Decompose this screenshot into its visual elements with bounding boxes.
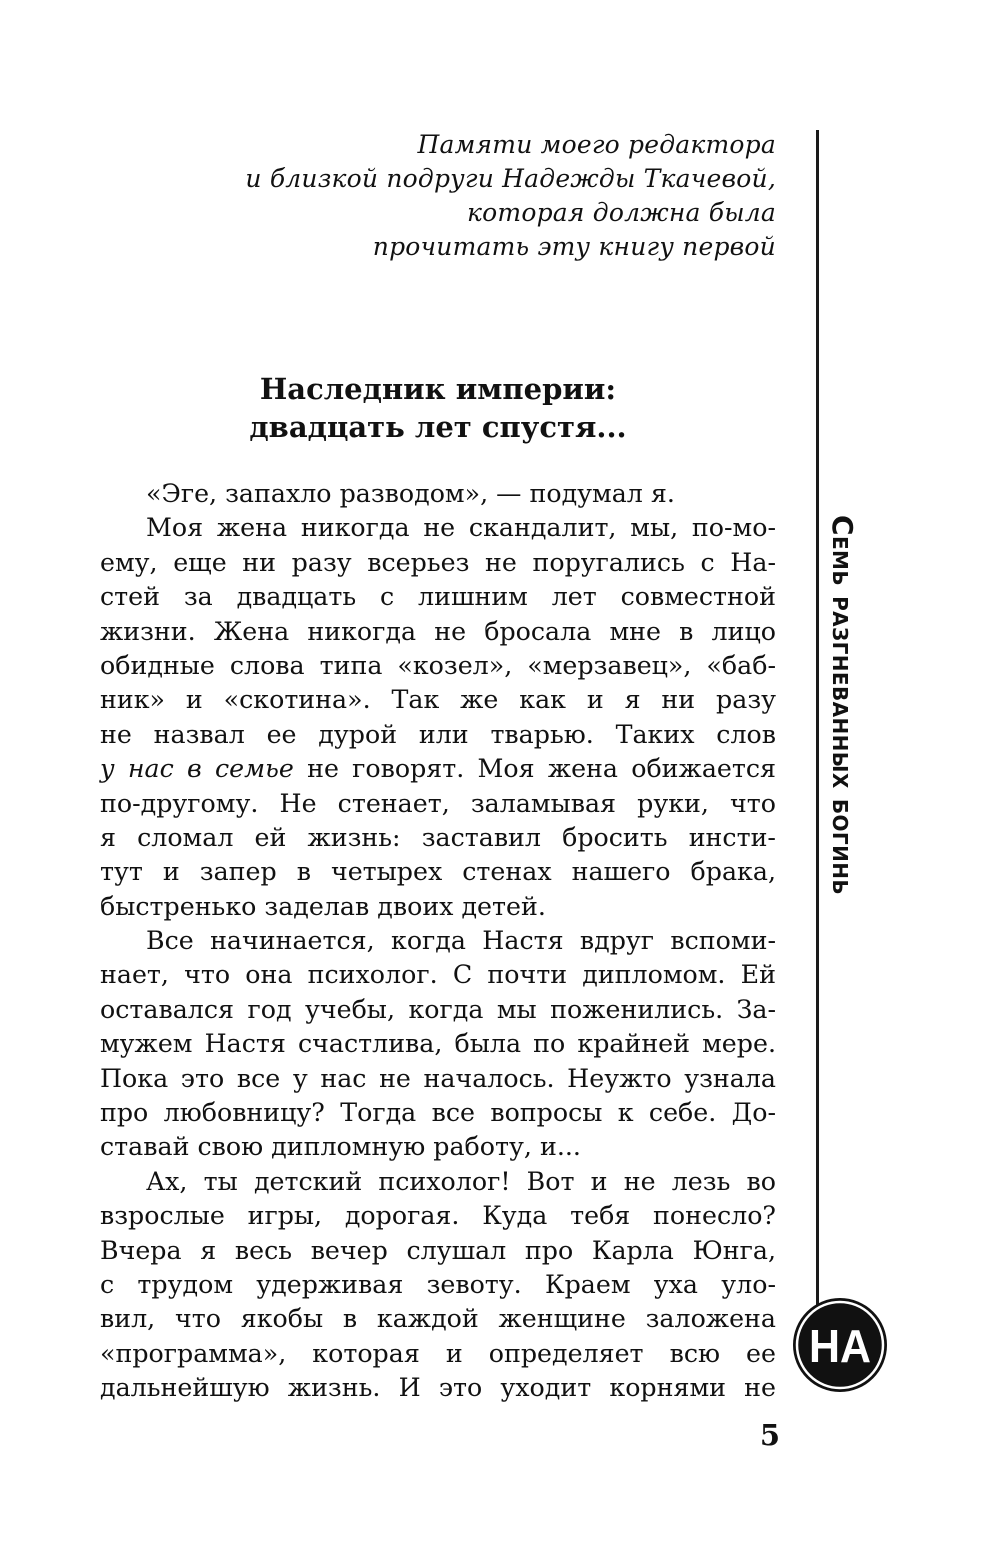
- body-line: ему, еще ни разу всерьез не поругались с На-: [100, 547, 776, 577]
- body-line: обидные слова типа «козел», «мерзавец», «баб-: [100, 650, 776, 680]
- body-line: тут и запер в четырех стенах нашего брака,: [100, 857, 776, 887]
- side-title: [818, 515, 862, 1065]
- side-title-text: Семь разгневанных богинь: [826, 515, 859, 895]
- body-line: вил, что якобы в каждой женщине заложена: [100, 1304, 776, 1334]
- body-line: Все начинается, когда Настя вдруг вспоми-: [146, 926, 776, 956]
- body-line: Ах, ты детский психолог! Вот и не лезь во: [146, 1166, 776, 1196]
- page-number: 5: [759, 1418, 780, 1452]
- body-line: «Эге, запахло разводом», — подумал я.: [146, 479, 675, 508]
- body-line: я сломал ей жизнь: заставил бросить инсти-: [100, 822, 776, 852]
- body-line: «программа», которая и определяет всю ее: [100, 1338, 776, 1368]
- body-line: нает, что она психолог. С почти дипломом. Ей: [100, 960, 776, 990]
- body-line: мужем Настя счастлива, была по крайней мере.: [100, 1029, 776, 1059]
- body-line: быстренько заделав двоих детей.: [100, 891, 546, 921]
- body-line: жизни. Жена никогда не бросала мне в лицо: [100, 616, 776, 646]
- chapter-title-line: Наследник империи:: [259, 372, 617, 406]
- body-line: оставался год учебы, когда мы поженились. За-: [100, 994, 776, 1024]
- body-line: Моя жена никогда не скандалит, мы, по-мо-: [146, 513, 776, 543]
- epigraph-line: которая должна была: [467, 198, 776, 227]
- body-line: с трудом удерживая зевоту. Краем уха уло-: [100, 1269, 776, 1299]
- body-line: не назвал ее дурой или тварью. Таких слов: [100, 719, 776, 749]
- body-text: [100, 477, 776, 1406]
- body-line: взрослые игры, дорогая. Куда тебя понесло?: [100, 1201, 776, 1231]
- italic-phrase: у нас в семье: [100, 754, 294, 784]
- body-line: ник» и «скотина». Так же как и я ни разу: [100, 685, 776, 715]
- chapter-title-line: двадцать лет спустя...: [249, 410, 627, 444]
- body-line: стей за двадцать с лишним лет совместной: [100, 582, 776, 612]
- epigraph: [76, 128, 776, 264]
- body-line: Пока это все у нас не началось. Неужто узнала: [100, 1063, 776, 1093]
- chapter-title: [100, 370, 776, 446]
- epigraph-line: и близкой подруги Надежды Ткачевой,: [245, 164, 776, 193]
- epigraph-line: прочитать эту книгу первой: [372, 232, 776, 261]
- body-line: ставай свою дипломную работу, и...: [100, 1132, 581, 1162]
- epigraph-line: Памяти моего редактора: [417, 130, 776, 159]
- body-line-rest: не говорят. Моя жена обижается: [307, 754, 776, 784]
- publisher-logo: [790, 1295, 890, 1395]
- body-line: Вчера я весь вечер слушал про Карла Юнга,: [100, 1235, 776, 1265]
- body-line: дальнейшую жизнь. И это уходит корнями не: [100, 1373, 776, 1403]
- publisher-logo-text: НА: [809, 1320, 871, 1372]
- body-line: про любовницу? Тогда все вопросы к себе. До-: [100, 1098, 776, 1128]
- body-line: по-другому. Не стенает, заламывая руки, что: [100, 788, 776, 818]
- body-line-with-italic: [100, 752, 776, 786]
